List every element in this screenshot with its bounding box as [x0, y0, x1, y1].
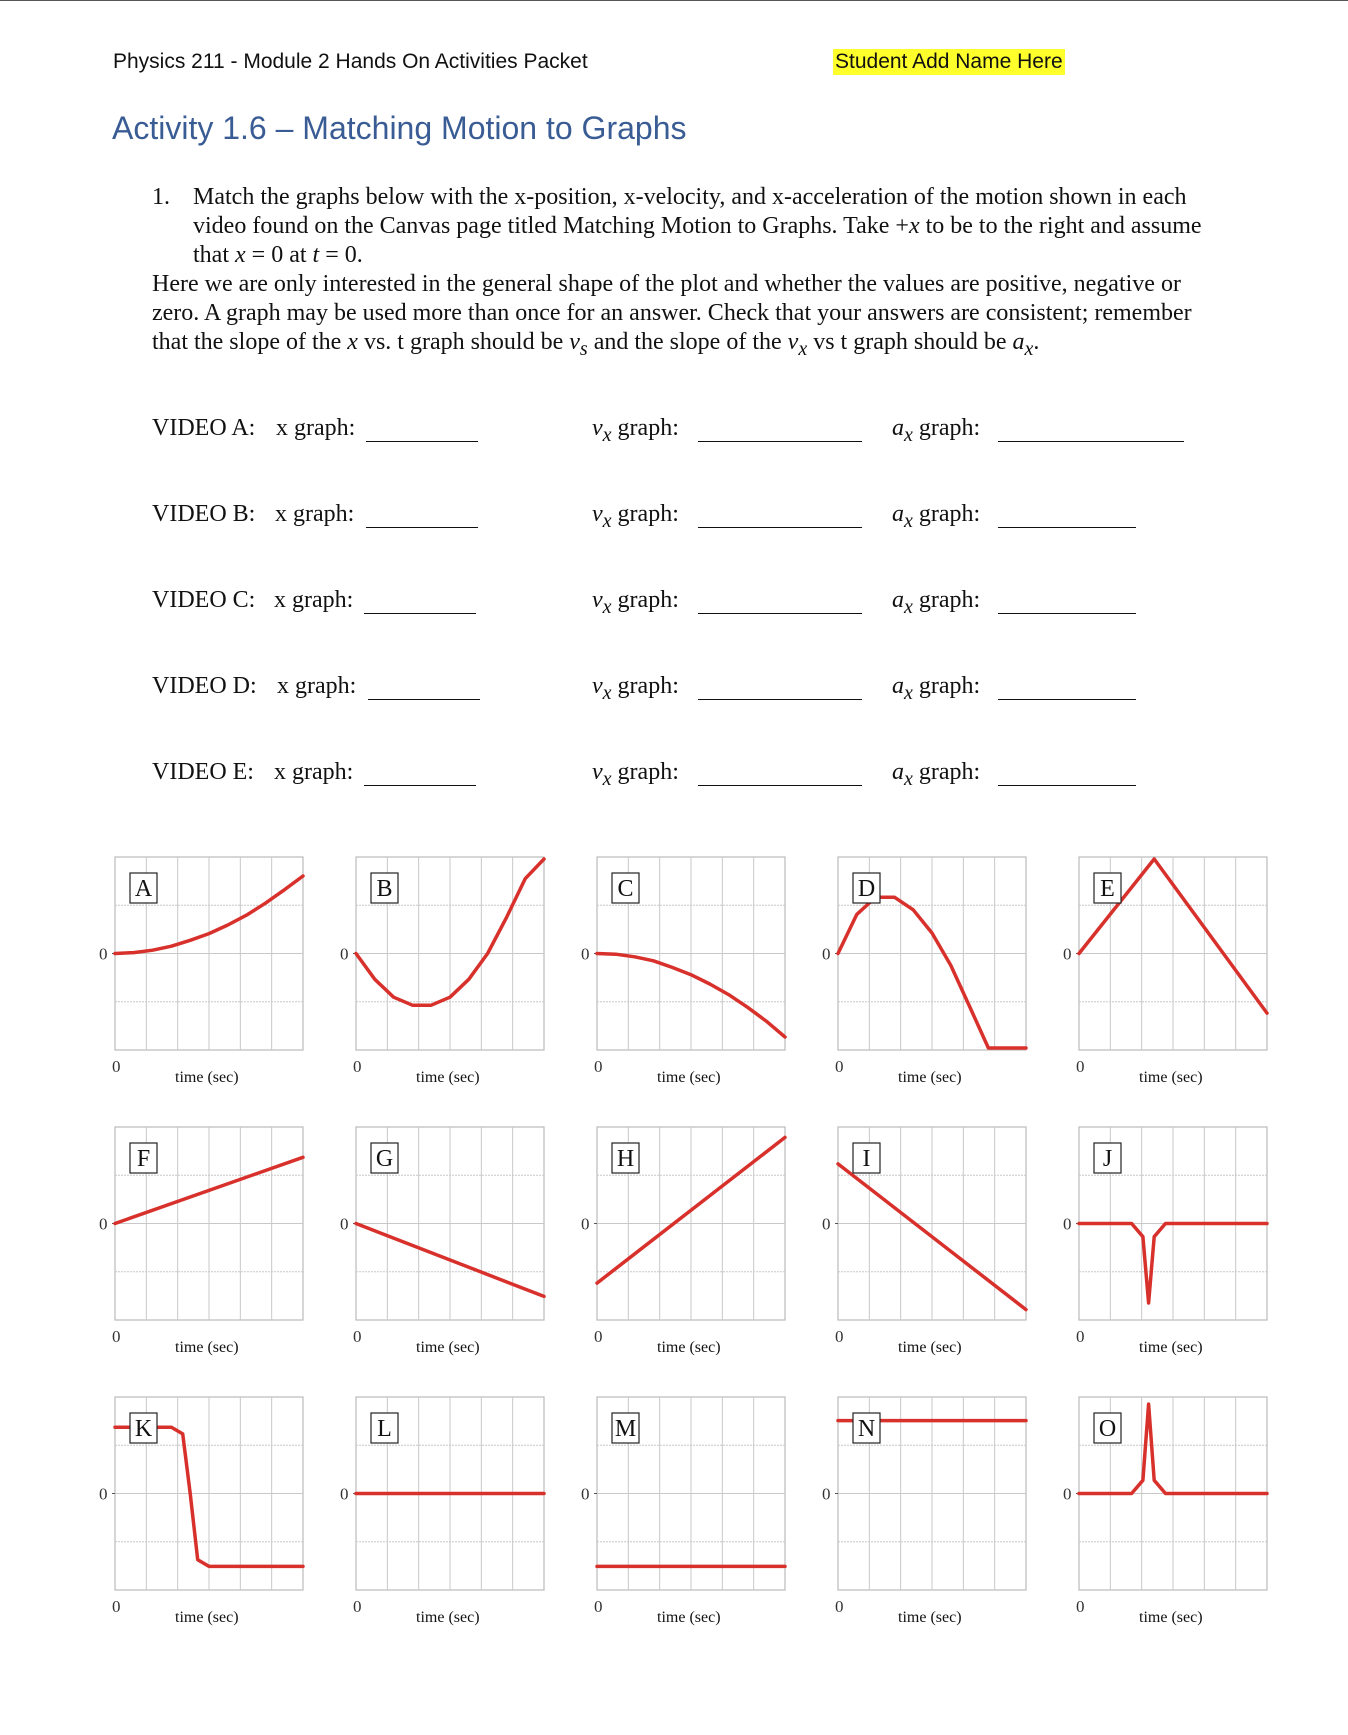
a-graph-label: graph:: [912, 587, 981, 613]
intro-var-a: a: [1012, 329, 1025, 355]
x-axis-label: time (sec): [1139, 1069, 1203, 1086]
a-graph-label: graph:: [912, 415, 981, 441]
y-zero-label: 0: [1063, 1484, 1072, 1504]
graph-j: [1063, 1127, 1267, 1356]
v-var: v: [592, 673, 603, 699]
graph-h: [581, 1127, 785, 1356]
y-zero-label: 0: [1063, 944, 1072, 964]
x-axis-label: time (sec): [657, 1069, 721, 1086]
graph-n: [822, 1397, 1026, 1626]
y-zero-label: 0: [99, 1484, 108, 1504]
graph-letter-label: F: [136, 1146, 151, 1172]
x-zero-label: 0: [1076, 1057, 1085, 1076]
a-graph-label: graph:: [912, 501, 981, 527]
graph-f: [99, 1127, 303, 1356]
graph-letter-label: I: [862, 1146, 871, 1172]
a-var: a: [892, 673, 904, 699]
question-number: 1.: [152, 184, 170, 210]
a-sub: x: [904, 767, 913, 790]
y-zero-label: 0: [340, 944, 349, 964]
v-var: v: [592, 587, 603, 613]
graph-m: [581, 1397, 785, 1626]
graph-letter-label: D: [857, 876, 876, 902]
a-graph-label: graph:: [912, 759, 981, 785]
y-zero-label: 0: [822, 1484, 831, 1504]
intro-text-4: vs t graph should be: [807, 329, 1013, 355]
a-sub: x: [904, 509, 913, 532]
student-name-field[interactable]: Student Add Name Here: [835, 50, 1063, 73]
x-axis-label: time (sec): [416, 1609, 480, 1626]
y-zero-label: 0: [99, 1214, 108, 1234]
x-axis-label: time (sec): [175, 1339, 239, 1356]
q-var-x: x: [908, 213, 920, 239]
graph-l: [340, 1397, 544, 1626]
video-label: VIDEO A:: [152, 415, 256, 441]
x-axis-label: time (sec): [898, 1069, 962, 1086]
intro-var-v2: v: [787, 329, 799, 355]
x-axis-label: time (sec): [657, 1609, 721, 1626]
x-zero-label: 0: [353, 1597, 362, 1616]
activity-title: Activity 1.6 – Matching Motion to Graphs: [112, 110, 687, 146]
y-zero-label: 0: [99, 944, 108, 964]
graph-d: [822, 857, 1026, 1086]
x-graph-label: x graph:: [274, 587, 354, 613]
v-sub: x: [602, 423, 612, 446]
intro-sub-x2: x: [1024, 337, 1034, 360]
v-graph-label: graph:: [611, 759, 679, 785]
y-zero-label: 0: [822, 1214, 831, 1234]
q-var-x2: x: [235, 242, 246, 268]
video-label: VIDEO B:: [152, 501, 256, 527]
a-graph-label: graph:: [912, 673, 981, 699]
x-zero-label: 0: [594, 1057, 603, 1076]
graph-b: [340, 857, 544, 1086]
a-sub: x: [904, 595, 913, 618]
x-zero-label: 0: [1076, 1597, 1085, 1616]
a-sub: x: [904, 681, 913, 704]
q-text-2: to be to the right and assume that: [193, 213, 1202, 268]
graph-letter-label: L: [377, 1416, 392, 1442]
graph-letter-label: A: [134, 876, 153, 902]
graph-i: [822, 1127, 1026, 1356]
y-zero-label: 0: [581, 1484, 590, 1504]
x-graph-label: x graph:: [274, 759, 354, 785]
v-graph-label: graph:: [611, 501, 679, 527]
x-axis-label: time (sec): [657, 1339, 721, 1356]
x-graph-label: x graph:: [276, 415, 356, 441]
x-axis-label: time (sec): [175, 1609, 239, 1626]
graph-letter-label: O: [1098, 1416, 1117, 1442]
x-graph-label: x graph:: [277, 673, 357, 699]
a-var: a: [892, 587, 904, 613]
x-zero-label: 0: [835, 1597, 844, 1616]
graph-letter-label: M: [614, 1416, 637, 1442]
x-zero-label: 0: [112, 1327, 121, 1346]
v-graph-label: graph:: [611, 673, 679, 699]
x-zero-label: 0: [594, 1327, 603, 1346]
graph-letter-label: B: [376, 876, 393, 902]
x-axis-label: time (sec): [1139, 1339, 1203, 1356]
x-zero-label: 0: [1076, 1327, 1085, 1346]
intro-text-1: Here we are only interested in the general shape of the plot and whether the values are positive, negative or zero. A graph may be used more than once for an answer. Check that your answers are consistent; remember that the slope of the: [152, 271, 1192, 355]
a-var: a: [892, 501, 904, 527]
x-zero-label: 0: [353, 1057, 362, 1076]
intro-var-v: v: [569, 329, 580, 355]
x-axis-label: time (sec): [416, 1069, 480, 1086]
q-text-1: Match the graphs below with the x-position, x-velocity, and x-acceleration of the motion shown in each video found on the Canvas page titled Matching Motion to Graphs. Take +: [193, 184, 1187, 239]
y-zero-label: 0: [1063, 1214, 1072, 1234]
intro-sub-s: s: [579, 337, 588, 360]
video-label: VIDEO C:: [152, 587, 256, 613]
v-graph-label: graph:: [611, 587, 679, 613]
y-zero-label: 0: [822, 944, 831, 964]
graph-c: [581, 857, 785, 1086]
video-label: VIDEO E:: [152, 759, 254, 785]
a-sub: x: [904, 423, 913, 446]
x-axis-label: time (sec): [898, 1609, 962, 1626]
y-zero-label: 0: [340, 1484, 349, 1504]
q-text-3: = 0 at: [245, 242, 313, 268]
course-title: Physics 211 - Module 2 Hands On Activities Packet: [113, 50, 588, 73]
intro-var-x: x: [347, 329, 358, 355]
intro-sub-x: x: [798, 337, 808, 360]
graph-letter-label: H: [616, 1146, 635, 1172]
y-zero-label: 0: [340, 1214, 349, 1234]
graph-letter-label: G: [375, 1146, 394, 1172]
graph-letter-label: E: [1100, 876, 1115, 902]
intro-text-5: .: [1033, 329, 1040, 355]
y-zero-label: 0: [581, 944, 590, 964]
q-text-4: = 0.: [319, 242, 363, 268]
graph-e: [1063, 857, 1267, 1086]
x-axis-label: time (sec): [416, 1339, 480, 1356]
x-graph-label: x graph:: [275, 501, 355, 527]
graph-letter-label: J: [1102, 1146, 1113, 1172]
a-var: a: [892, 759, 904, 785]
x-zero-label: 0: [594, 1597, 603, 1616]
graph-g: [340, 1127, 544, 1356]
a-var: a: [892, 415, 904, 441]
v-sub: x: [602, 595, 612, 618]
v-sub: x: [602, 681, 612, 704]
graph-letter-label: K: [134, 1416, 153, 1442]
x-axis-label: time (sec): [175, 1069, 239, 1086]
x-zero-label: 0: [112, 1057, 121, 1076]
x-zero-label: 0: [835, 1327, 844, 1346]
v-sub: x: [602, 509, 612, 532]
graph-o: [1063, 1397, 1267, 1626]
v-sub: x: [602, 767, 612, 790]
x-axis-label: time (sec): [1139, 1609, 1203, 1626]
x-zero-label: 0: [112, 1597, 121, 1616]
v-var: v: [592, 415, 603, 441]
intro-text-3: and the slope of the: [587, 329, 788, 355]
y-zero-label: 0: [581, 1214, 590, 1234]
intro-text-2: vs. t graph should be: [357, 329, 570, 355]
graph-letter-label: N: [857, 1416, 876, 1442]
x-zero-label: 0: [835, 1057, 844, 1076]
x-axis-label: time (sec): [898, 1339, 962, 1356]
graph-k: [99, 1397, 303, 1626]
v-graph-label: graph:: [611, 415, 679, 441]
q-var-t: t: [312, 242, 320, 268]
video-label: VIDEO D:: [152, 673, 257, 699]
v-var: v: [592, 759, 603, 785]
graph-letter-label: C: [617, 876, 634, 902]
graph-a: [99, 857, 303, 1086]
x-zero-label: 0: [353, 1327, 362, 1346]
v-var: v: [592, 501, 603, 527]
